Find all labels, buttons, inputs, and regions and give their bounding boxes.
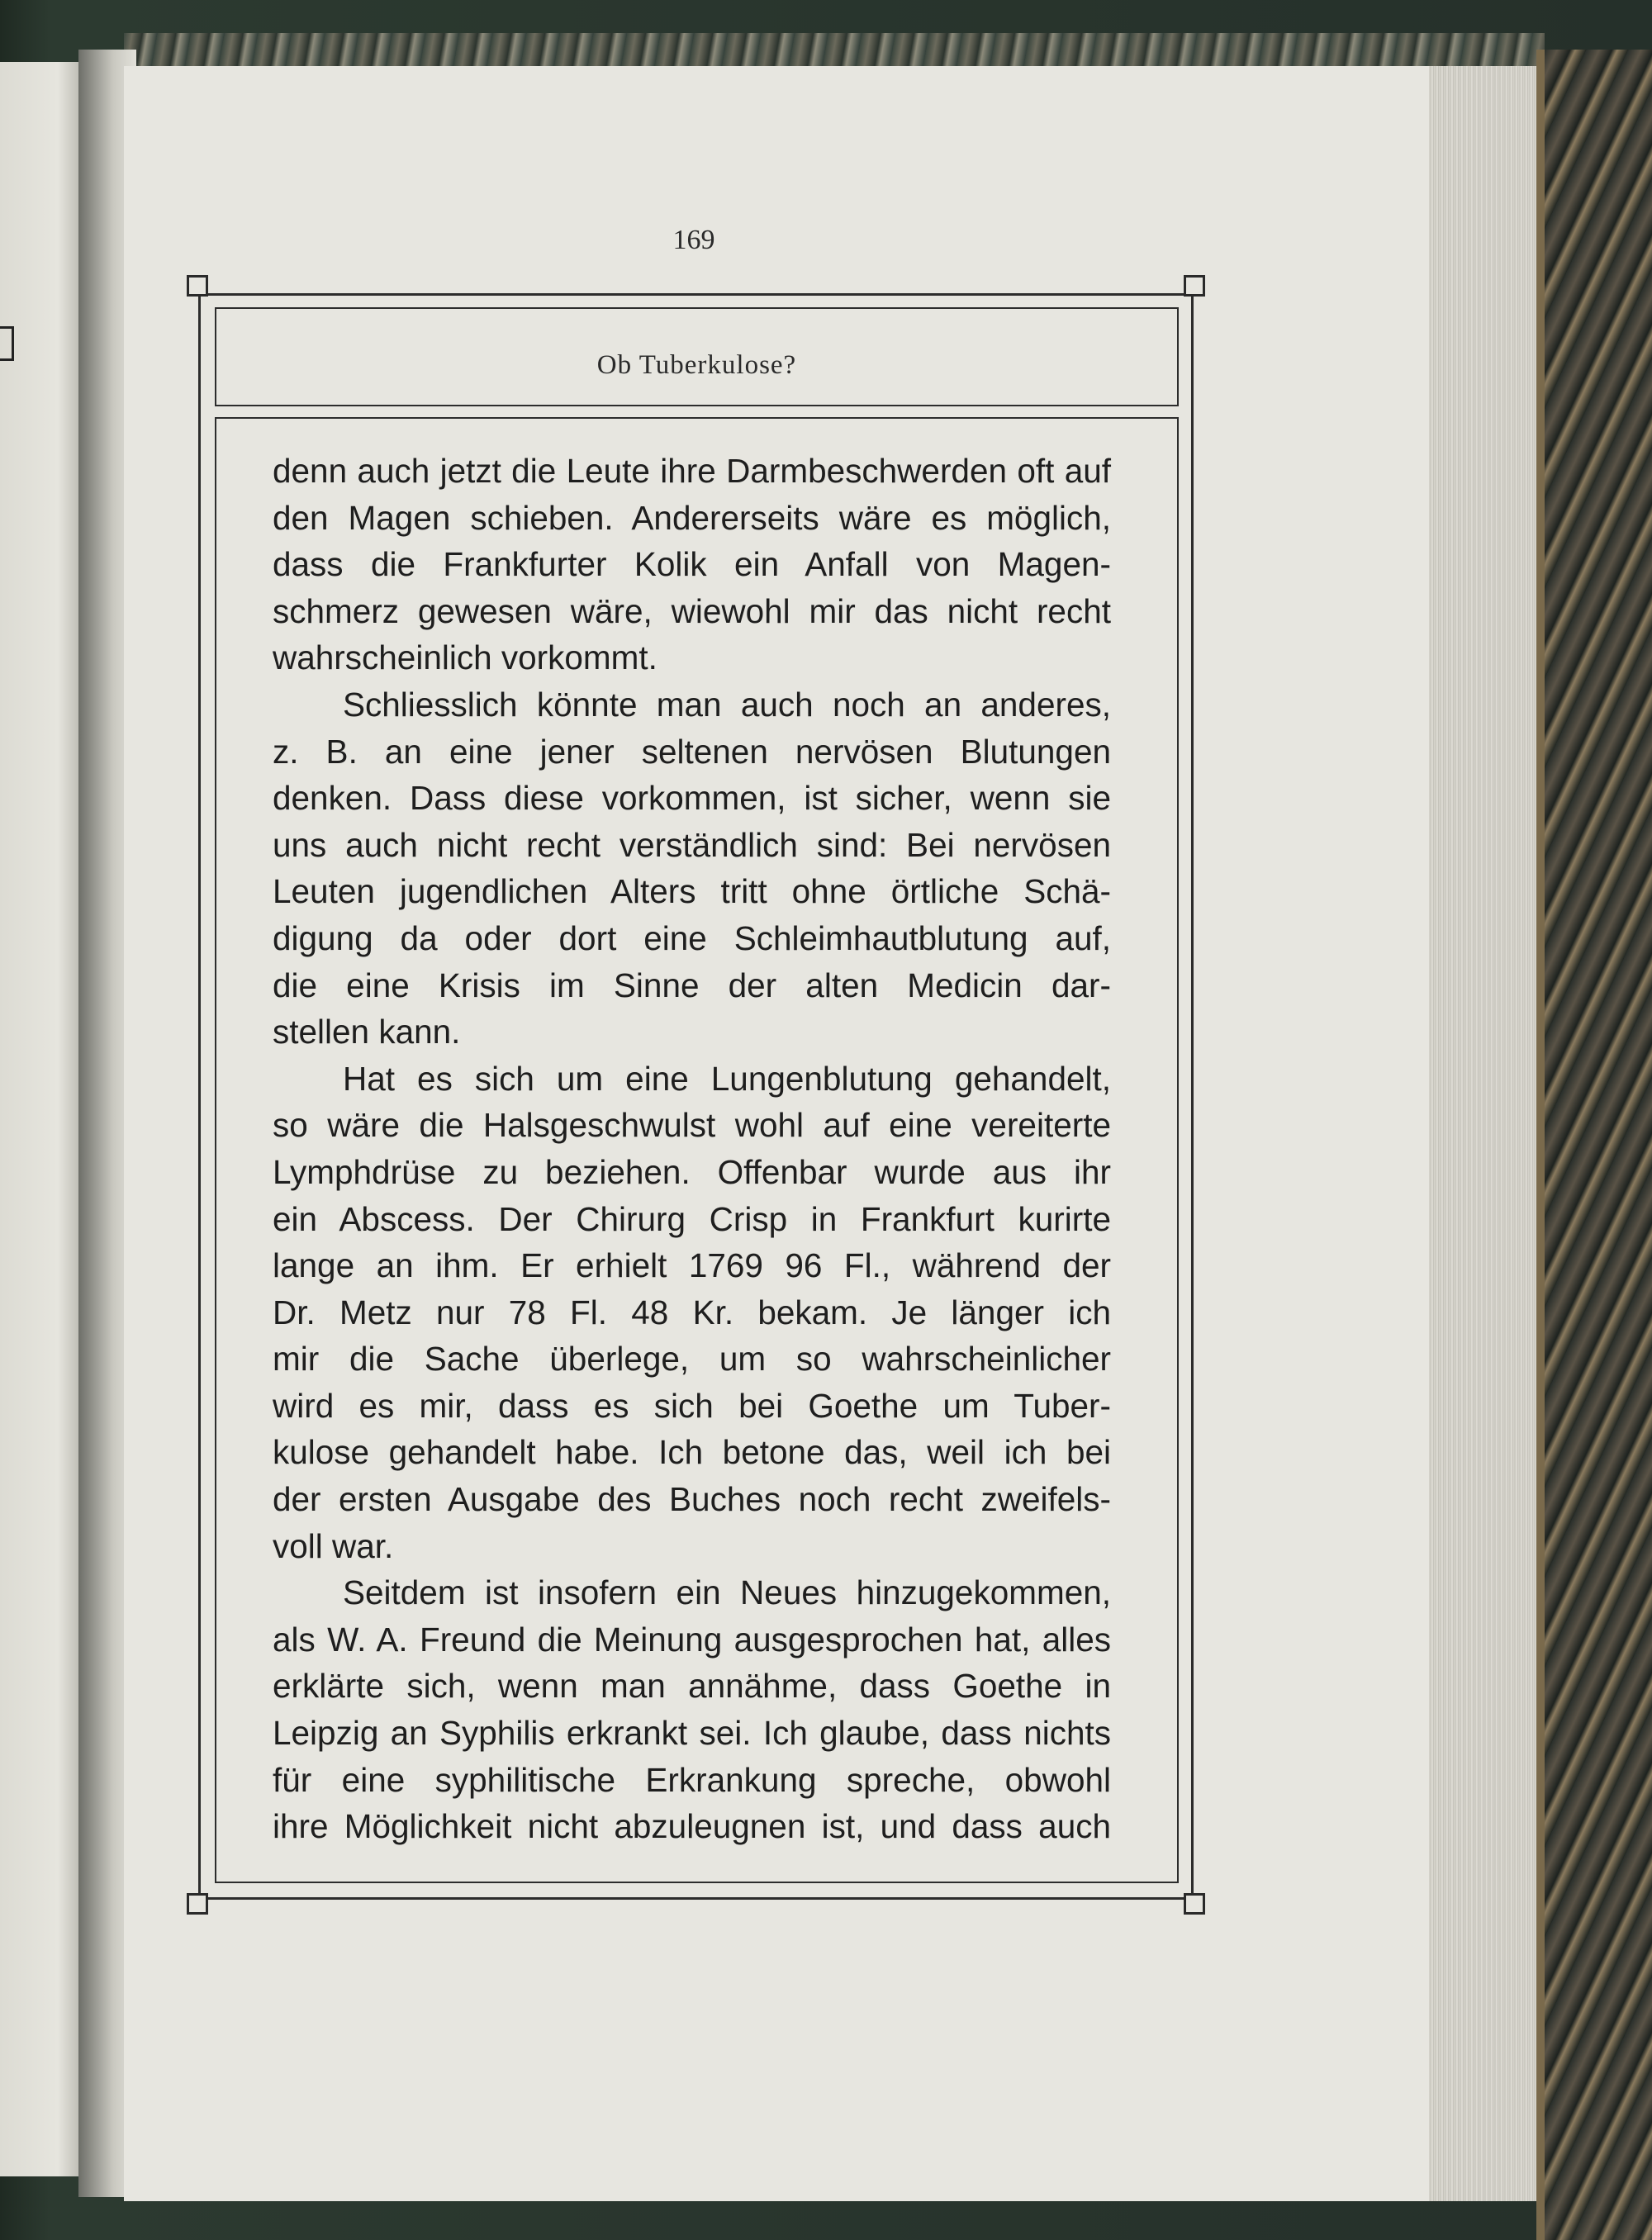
text-line: ihre Möglichkeit nicht abzuleugnen ist, und dass auch — [273, 1807, 1111, 1846]
frame-corner-top-right — [1184, 275, 1205, 297]
text-line: Dr. Metz nur 78 Fl. 48 Kr. bekam. Je länger ich — [273, 1293, 1111, 1331]
running-head-box — [215, 307, 1179, 406]
text-line: Lymphdrüse zu beziehen. Offenbar wurde aus ihr — [273, 1152, 1111, 1191]
text-line: denken. Dass diese vorkommen, ist sicher, wenn sie — [273, 779, 1111, 818]
text-line: die eine Krisis im Sinne der alten Medicin dar- — [273, 966, 1111, 1004]
text-line: wahrscheinlich vorkommt. — [273, 638, 657, 677]
text-line: Hat es sich um eine Lungenblutung gehandelt, — [343, 1059, 1111, 1098]
text-line: dass die Frankfurter Kolik ein Anfall von Magen- — [273, 545, 1111, 584]
page-leaf-edges — [1429, 66, 1545, 2201]
text-line: ein Abscess. Der Chirurg Crisp in Frankfurt kurirte — [273, 1199, 1111, 1238]
text-line: voll war. — [273, 1526, 394, 1565]
text-line: wird es mir, dass es sich bei Goethe um Tuber- — [273, 1386, 1111, 1425]
text-line: erklärte sich, wenn man annähme, dass Goethe in — [273, 1667, 1111, 1706]
text-line: lange an ihm. Er erhielt 1769 96 Fl., während der — [273, 1246, 1111, 1285]
running-head: Ob Tuberkulose? — [596, 349, 797, 380]
top-marbled-edge — [124, 33, 1545, 68]
text-line: als W. A. Freund die Meinung ausgesprochen hat, alles — [273, 1620, 1111, 1659]
text-line: schmerz gewesen wäre, wiewohl mir das nicht recht — [273, 591, 1111, 630]
text-line: stellen kann. — [273, 1013, 461, 1051]
text-line: digung da oder dort eine Schleimhautblutung auf, — [273, 918, 1111, 957]
text-line: Seitdem ist insofern ein Neues hinzugekommen, — [343, 1573, 1111, 1612]
text-line: für eine syphilitische Erkrankung spreche, obwohl — [273, 1760, 1111, 1799]
text-line: Schliesslich könnte man auch noch an anderes, — [343, 685, 1111, 724]
page-number: 169 — [672, 225, 715, 255]
text-line: Leuten jugendlichen Alters tritt ohne örtliche Schä- — [273, 872, 1111, 911]
text-line: so wäre die Halsgeschwulst wohl auf eine vereiterte — [273, 1106, 1111, 1145]
text-line: den Magen schieben. Andererseits wäre es möglich, — [273, 498, 1111, 537]
marbled-cover — [1545, 50, 1652, 2240]
text-line: mir die Sache überlege, um so wahrscheinlicher — [273, 1340, 1111, 1379]
text-line: z. B. an eine jener seltenen nervösen Blutungen — [273, 732, 1111, 771]
text-line: Leipzig an Syphilis erkrankt sei. Ich glaube, dass nichts — [273, 1714, 1111, 1753]
frame-corner-bottom-left — [187, 1893, 208, 1915]
frame-corner-top-left — [187, 275, 208, 297]
left-page-edge — [0, 62, 83, 2176]
text-line: der ersten Ausgabe des Buches noch recht zweifels- — [273, 1480, 1111, 1519]
text-line: denn auch jetzt die Leute ihre Darmbeschwerden oft auf — [273, 452, 1111, 490]
text-line: kulose gehandelt habe. Ich betone das, weil ich bei — [273, 1433, 1111, 1472]
frame-corner-bottom-right — [1184, 1893, 1205, 1915]
body-text — [273, 448, 1111, 1850]
left-page-corner-mark — [0, 326, 14, 361]
text-line: uns auch nicht recht verständlich sind: Bei nervösen — [273, 825, 1111, 864]
